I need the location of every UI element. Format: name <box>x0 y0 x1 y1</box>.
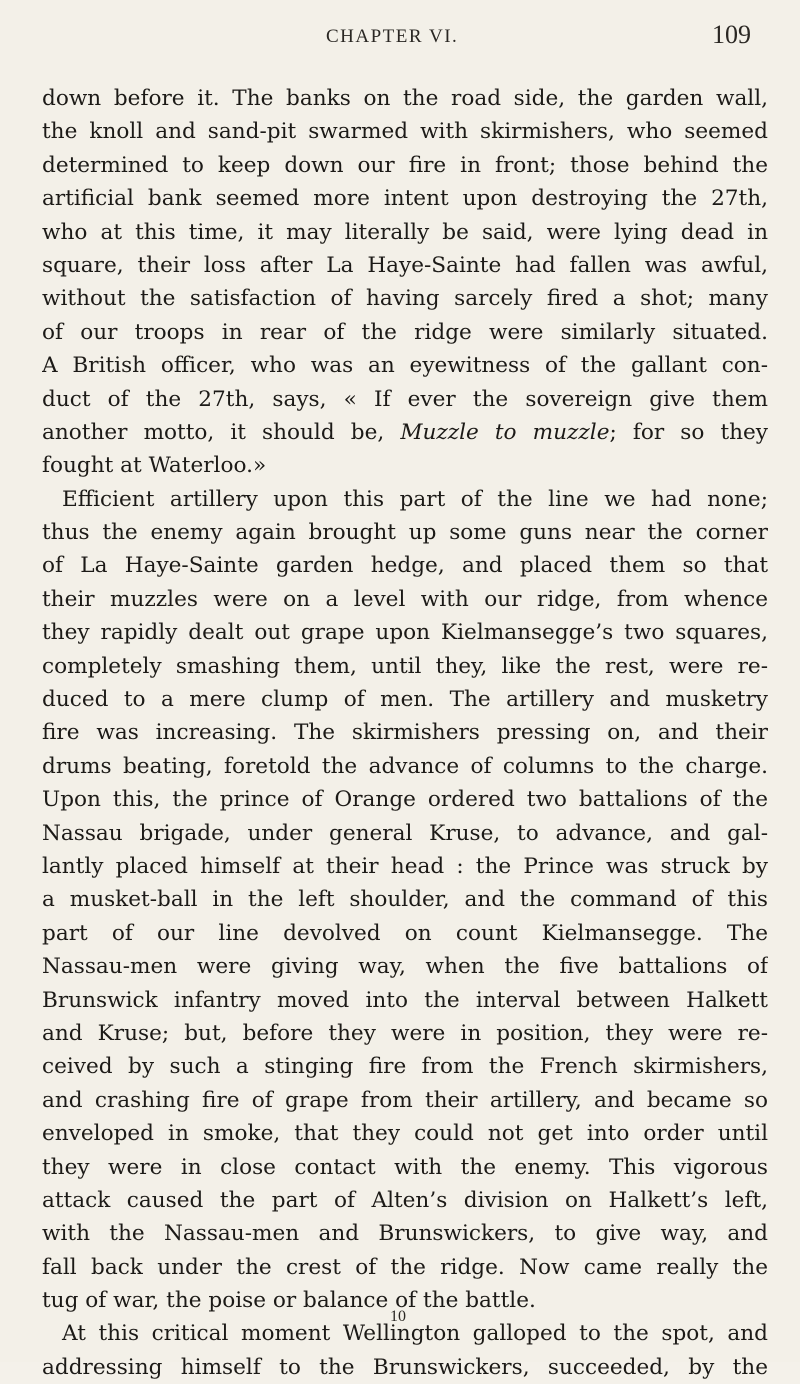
text-line: who at this time, it may literally be said, were lying dead in <box>42 219 768 245</box>
text-line: duct of the 27th, says, « If ever the sovereign give them <box>42 386 768 412</box>
text-line: without the satisfaction of having sarcely fired a shot; many <box>42 286 768 312</box>
text-line: of La Haye-Sainte garden hedge, and placed them so that <box>42 553 768 579</box>
text-line: completely smashing them, until they, like the rest, were re- <box>42 653 768 679</box>
text-line: ceived by such a stinging fire from the French skirmishers, <box>42 1054 768 1080</box>
text-line: they rapidly dealt out grape upon Kielmansegge’s two squares, <box>42 620 768 646</box>
text-line: duced to a mere clump of men. The artillery and musketry <box>42 687 768 713</box>
text-line: Brunswick infantry moved into the interval between Halkett <box>42 987 768 1013</box>
page-number: 109 <box>712 20 751 49</box>
text-line: fire was increasing. The skirmishers pressing on, and their <box>42 720 768 746</box>
chapter-title: CHAPTER VI. <box>326 26 459 47</box>
text-line: their muzzles were on a level with our ridge, from whence <box>42 586 768 612</box>
text-line: enveloped in smoke, that they could not get into order until <box>42 1121 768 1147</box>
text-line: square, their loss after La Haye-Sainte had fallen was awful, <box>42 252 768 278</box>
text-line: down before it. The banks on the road side, the garden wall, <box>42 86 768 111</box>
text-line: Efficient artillery upon this part of the line we had none; <box>62 486 768 512</box>
text-line: lantly placed himself at their head : the Prince was struck by <box>42 853 768 879</box>
text-line: attack caused the part of Alten’s division on Halkett’s left, <box>42 1187 768 1213</box>
text-line: and crashing fire of grape from their artillery, and became so <box>42 1087 768 1113</box>
motto-italic: Muzzle to muzzle <box>400 419 610 445</box>
text-line: fall back under the crest of the ridge. Now came really the <box>42 1254 768 1280</box>
text-line: and Kruse; but, before they were in position, they were re- <box>42 1020 768 1046</box>
text-line: addressing himself to the Brunswickers, succeeded, by the <box>42 1354 768 1380</box>
text-line: fought at Waterloo.» <box>42 453 267 479</box>
text-line: part of our line devolved on count Kielmansegge. The <box>42 920 768 946</box>
text-line: they were in close contact with the enemy. This vigorous <box>42 1154 768 1180</box>
running-head <box>0 18 800 58</box>
text-line: of our troops in rear of the ridge were similarly situated. <box>42 319 768 345</box>
text-line: drums beating, foretold the advance of columns to the charge. <box>42 753 768 779</box>
text-line: Upon this, the prince of Orange ordered two battalions of the <box>42 787 768 813</box>
text-line: the knoll and sand-pit swarmed with skirmishers, who seemed <box>42 119 768 145</box>
text-line: A British officer, who was an eyewitness of the gallant con- <box>42 353 768 379</box>
text-line: determined to keep down our fire in front; those behind the <box>42 152 768 178</box>
text-line: Nassau brigade, under general Kruse, to advance, and gal- <box>42 820 768 846</box>
text-line: tug of war, the poise or balance of the battle. <box>42 1288 536 1314</box>
text-line: Nassau-men were giving way, when the five battalions of <box>42 954 768 980</box>
text-line: artificial bank seemed more intent upon destroying the 27th, <box>42 186 768 212</box>
text-line: with the Nassau-men and Brunswickers, to give way, and <box>42 1221 768 1247</box>
text-line: thus the enemy again brought up some guns near the corner <box>42 520 768 546</box>
text-line: a musket-ball in the left shoulder, and the command of this <box>42 887 768 913</box>
body-text <box>42 82 768 1384</box>
text-line: another motto, it should be, Muzzle to muzzle; for so they <box>42 419 768 445</box>
text-line: At this critical moment Wellington galloped to the spot, and <box>62 1321 768 1347</box>
signature-mark: 10 <box>390 1308 406 1325</box>
